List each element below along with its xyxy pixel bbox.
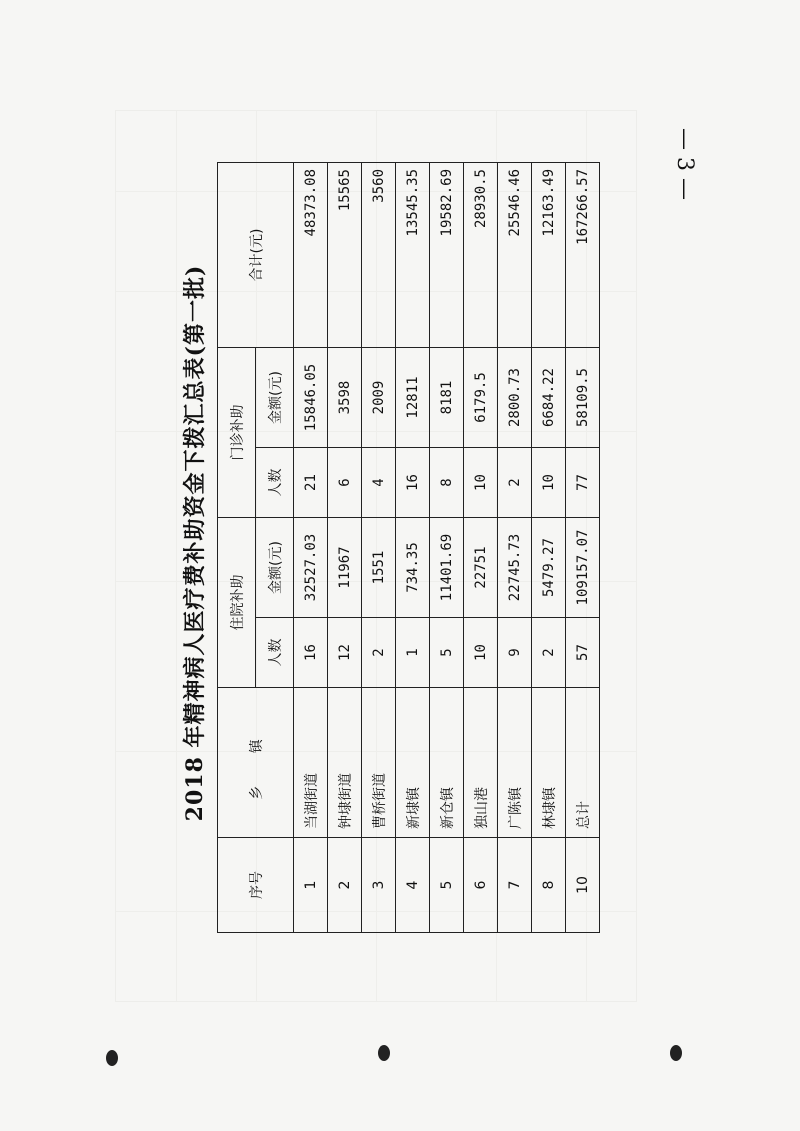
cell-town: 独山港 (464, 688, 498, 838)
col-header-outpatient: 门诊补助 (218, 348, 256, 518)
col-header-total: 合计(元) (218, 163, 294, 348)
summary-table (217, 162, 600, 933)
cell-outpatient-people: 77 (566, 448, 600, 518)
cell-inpatient-amount: 22751 (464, 518, 498, 618)
col-header-inpatient: 住院补助 (218, 518, 256, 688)
table-row (294, 163, 328, 933)
cell-seq: 4 (396, 838, 430, 933)
cell-outpatient-amount: 3598 (328, 348, 362, 448)
cell-inpatient-people: 10 (464, 618, 498, 688)
cell-town: 新埭镇 (396, 688, 430, 838)
cell-seq: 3 (362, 838, 396, 933)
punch-hole-right (670, 1045, 682, 1061)
cell-inpatient-people: 5 (430, 618, 464, 688)
cell-town: 曹桥街道 (362, 688, 396, 838)
cell-inpatient-amount: 32527.03 (294, 518, 328, 618)
cell-outpatient-amount: 6179.5 (464, 348, 498, 448)
cell-outpatient-people: 21 (294, 448, 328, 518)
cell-inpatient-amount: 734.35 (396, 518, 430, 618)
col-header-seq: 序号 (218, 838, 294, 933)
cell-seq: 10 (566, 838, 600, 933)
punch-hole-left (106, 1050, 118, 1066)
rotated-document (175, 143, 595, 943)
cell-inpatient-people: 12 (328, 618, 362, 688)
cell-seq: 1 (294, 838, 328, 933)
cell-seq: 7 (498, 838, 532, 933)
cell-outpatient-people: 10 (464, 448, 498, 518)
cell-town: 当湖街道 (294, 688, 328, 838)
cell-town: 总计 (566, 688, 600, 838)
table-row (532, 163, 566, 933)
cell-town: 广陈镇 (498, 688, 532, 838)
cell-town: 新仓镇 (430, 688, 464, 838)
cell-outpatient-amount: 15846.05 (294, 348, 328, 448)
cell-outpatient-people: 2 (498, 448, 532, 518)
cell-inpatient-amount: 5479.27 (532, 518, 566, 618)
col-header-inpatient-amount: 金额(元) (256, 518, 294, 618)
cell-total: 19582.69 (430, 163, 464, 348)
col-header-outpatient-amount: 金额(元) (256, 348, 294, 448)
cell-inpatient-people: 2 (362, 618, 396, 688)
cell-total: 13545.35 (396, 163, 430, 348)
cell-outpatient-people: 10 (532, 448, 566, 518)
table-row (396, 163, 430, 933)
col-header-inpatient-people: 人数 (256, 618, 294, 688)
cell-outpatient-people: 6 (328, 448, 362, 518)
cell-inpatient-amount: 109157.07 (566, 518, 600, 618)
cell-inpatient-people: 16 (294, 618, 328, 688)
table-row (328, 163, 362, 933)
table-row (498, 163, 532, 933)
cell-outpatient-people: 16 (396, 448, 430, 518)
cell-town: 林埭镇 (532, 688, 566, 838)
punch-hole-middle (378, 1045, 390, 1061)
cell-total: 15565 (328, 163, 362, 348)
cell-seq: 5 (430, 838, 464, 933)
cell-town: 钟埭街道 (328, 688, 362, 838)
cell-inpatient-amount: 22745.73 (498, 518, 532, 618)
cell-total: 3560 (362, 163, 396, 348)
cell-total: 28930.5 (464, 163, 498, 348)
cell-total: 167266.57 (566, 163, 600, 348)
cell-inpatient-people: 9 (498, 618, 532, 688)
table-row-total (566, 163, 600, 933)
cell-outpatient-amount: 2800.73 (498, 348, 532, 448)
table-row (464, 163, 498, 933)
cell-outpatient-amount: 8181 (430, 348, 464, 448)
cell-inpatient-people: 57 (566, 618, 600, 688)
page-number: — 3 — (672, 128, 697, 200)
cell-outpatient-people: 8 (430, 448, 464, 518)
cell-outpatient-amount: 12811 (396, 348, 430, 448)
cell-outpatient-amount: 6684.22 (532, 348, 566, 448)
cell-outpatient-amount: 58109.5 (566, 348, 600, 448)
table-row (362, 163, 396, 933)
cell-outpatient-people: 4 (362, 448, 396, 518)
col-header-town: 乡 镇 (218, 688, 294, 838)
cell-seq: 2 (328, 838, 362, 933)
cell-seq: 6 (464, 838, 498, 933)
cell-total: 25546.46 (498, 163, 532, 348)
cell-inpatient-people: 2 (532, 618, 566, 688)
table-row (430, 163, 464, 933)
cell-inpatient-amount: 1551 (362, 518, 396, 618)
cell-inpatient-amount: 11967 (328, 518, 362, 618)
col-header-outpatient-people: 人数 (256, 448, 294, 518)
document-title: 2018 年精神病人医疗费补助资金下拨汇总表(第一批) (182, 264, 208, 822)
cell-total: 48373.08 (294, 163, 328, 348)
cell-total: 12163.49 (532, 163, 566, 348)
cell-seq: 8 (532, 838, 566, 933)
cell-inpatient-amount: 11401.69 (430, 518, 464, 618)
cell-inpatient-people: 1 (396, 618, 430, 688)
cell-outpatient-amount: 2009 (362, 348, 396, 448)
